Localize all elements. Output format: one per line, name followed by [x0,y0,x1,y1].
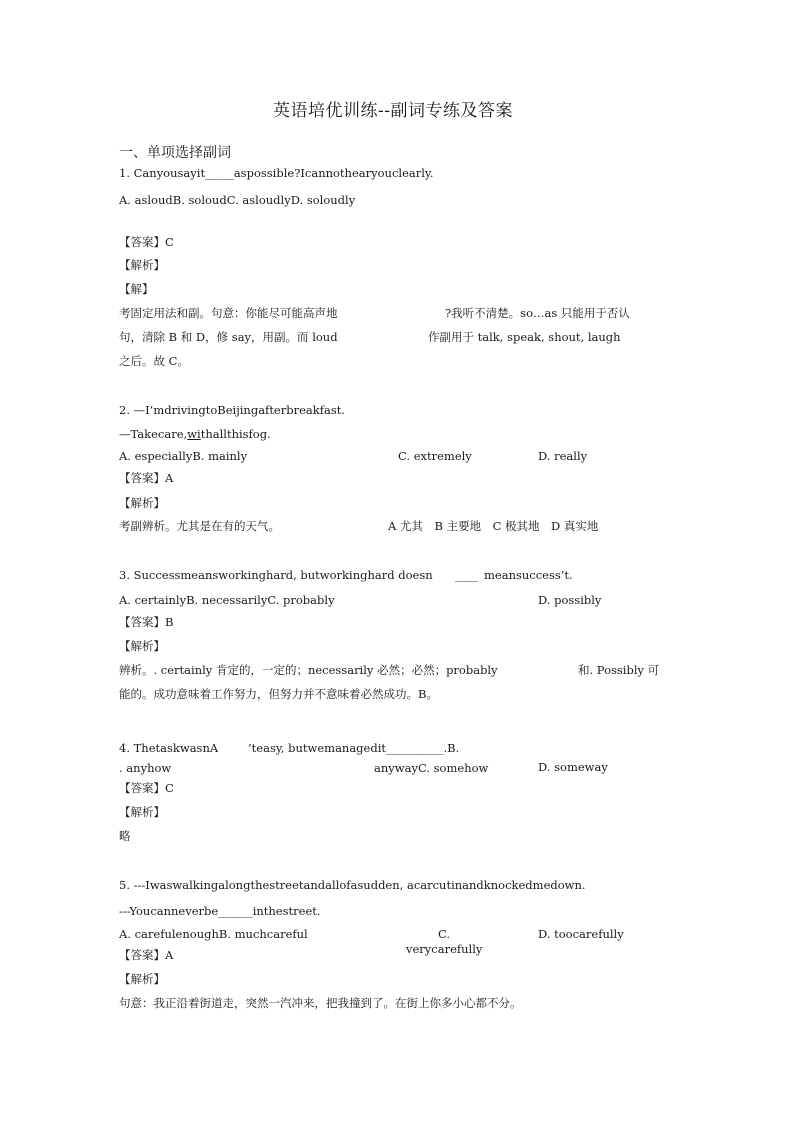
q2-option-d: D. really [538,449,588,463]
q3-stem-a: 3. Successmeansworkinghard, butworkinghard doesn [119,568,433,582]
q1-options: A. asloudB. soloudC. asloudlyD. soloudly [119,193,356,207]
q1-explanation-2b: 作副用于 talk, speak, shout, laugh [428,330,621,344]
q1-explanation-1a: 考固定用法和副。句意：你能尽可能高声地 [119,306,338,320]
q4-analysis-label: 【解析】 [119,805,165,819]
q4-answer: 【答案】C [119,781,174,795]
q5-answer: 【答案】A [119,948,174,962]
q3-explanation-1a: 辨析。. certainly 肯定的，一定的；necessarily 必然；必然；probably [119,663,498,677]
q1-explanation-2a: 句，清除 B 和 D，修 say，用副。而 loud [119,330,338,344]
q3-stem-b: meansuccess’t. [484,568,573,582]
q3-option-d: D. possibly [538,593,602,607]
q5-option-d: D. toocarefully [538,927,624,941]
q3-analysis-label: 【解析】 [119,639,165,653]
q5-dialogue-line: ---Youcanneverbe______inthestreet. [119,904,321,918]
q4-option-a: . anyhow [119,761,172,775]
q5-stem: 5. ---Iwaswalkingalongthestreetandallofasudden, acarcutinandknockedmedown. [119,878,586,892]
q2-answer: 【答案】A [119,471,174,485]
q2-stem: 2. —I’mdrivingtoBeijingafterbreakfast. [119,403,346,417]
q2-explanation-a: 考副辨析。尤其是在有的天气。 [119,519,280,533]
q2-line-part-b: thallthisfog. [200,427,271,441]
q5-option-ab: A. carefulenoughB. muchcareful [119,927,308,941]
q1-explanation-1b: ?我听不清楚。so…as 只能用于否认 [445,306,630,320]
q4-option-d: D. someway [538,760,608,774]
q1-analysis-label: 【解析】 [119,258,165,272]
q5-analysis-label: 【解析】 [119,972,165,986]
q5-option-c-label: C. [438,927,451,941]
q1-answer: 【答案】C [119,235,174,249]
q2-option-ab: A. especiallyB. mainly [119,449,248,463]
section-heading: 一、单项选择副词 [119,145,231,161]
q2-dialogue-line [119,427,271,441]
q3-explanation-1b: 和. Possibly 可 [578,663,660,677]
q2-analysis-label: 【解析】 [119,496,165,510]
q2-explanation-b: A 尤其 B 主要地 C 极其地 D 真实地 [388,519,599,533]
q1-explanation-3: 之后。故 C。 [119,354,189,368]
q4-explanation: 略 [119,829,131,843]
q3-explanation-2: 能的。成功意味着工作努力，但努力并不意味着必然成功。B。 [119,687,438,701]
q3-blank: ____ [455,568,478,582]
q4-stem-b: ’teasy, butwemanagedit__________.B. [248,741,460,755]
q1-jie-label: 【解】 [119,282,154,296]
q2-line-underlined: wi [187,427,201,441]
q5-explanation: 句意：我正沿着街道走，突然一汽冲来，把我撞到了。在街上你多小心都不分。 [119,996,522,1010]
q5-option-c-text: verycarefully [406,942,483,956]
q4-stem-a: 4. ThetaskwasnA [119,741,219,755]
q4-option-bc: anywayC. somehow [374,761,489,775]
q2-option-c: C. extremely [398,449,472,463]
page-title: 英语培优训练--副词专练及答案 [273,101,513,121]
q3-option-abc: A. certainlyB. necessarilyC. probably [119,593,335,607]
q2-line-part-a: —Takecare, [119,427,188,441]
q3-answer: 【答案】B [119,615,174,629]
q1-stem: 1. Canyousayit_____aspossible?Icannothearyouclearly. [119,166,434,180]
